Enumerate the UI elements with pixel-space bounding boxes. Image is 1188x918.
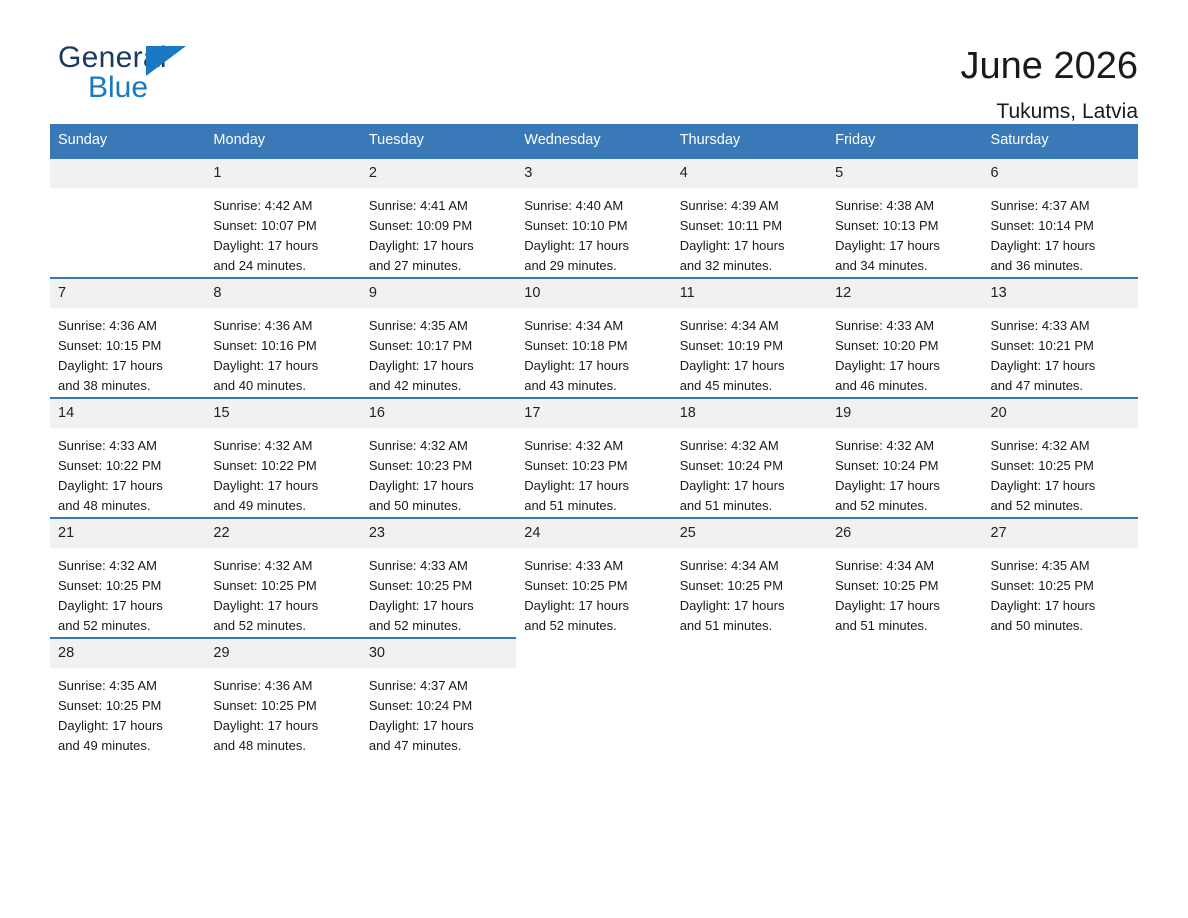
weekday-header-wednesday: Wednesday — [516, 124, 671, 158]
day-cell-content — [672, 159, 827, 277]
day-info-line: Sunset: 10:25 PM — [835, 578, 939, 593]
day-info-line: Sunset: 10:23 PM — [368, 458, 473, 473]
day-info-line: and 51 minutes. — [835, 618, 928, 633]
day-info-line: Daylight: 17 hours — [990, 478, 1096, 493]
day-number — [50, 159, 205, 188]
day-info-line: Sunrise: 4:34 AM — [524, 318, 624, 333]
day-info-line: Sunset: 10:20 PM — [835, 338, 939, 353]
day-number: 16 — [361, 399, 516, 428]
calendar-cell-day[interactable] — [516, 398, 671, 518]
location-subtitle: Tukums, Latvia — [996, 100, 1138, 123]
day-info-line: and 43 minutes. — [524, 378, 617, 393]
day-info-line: Daylight: 17 hours — [368, 358, 474, 373]
calendar-cell-day[interactable] — [50, 398, 205, 518]
sunrise-sunset-calendar — [50, 124, 1138, 757]
weekday-header-monday: Monday — [205, 124, 360, 158]
day-info-line: Sunrise: 4:33 AM — [58, 438, 157, 453]
day-number: 10 — [516, 279, 671, 308]
triangle-mark-icon — [146, 46, 186, 76]
day-cell-content — [205, 279, 360, 397]
day-cell-content — [361, 159, 516, 277]
day-info-line: Sunrise: 4:32 AM — [368, 438, 468, 453]
day-info-line: and 46 minutes. — [835, 378, 928, 393]
day-number: 27 — [983, 519, 1138, 548]
day-info-line: Daylight: 17 hours — [213, 598, 319, 613]
day-cell-content — [205, 639, 360, 757]
day-info-line: Sunrise: 4:32 AM — [213, 438, 313, 453]
calendar-cell-day[interactable] — [361, 638, 516, 757]
weekday-header-sunday: Sunday — [50, 124, 205, 158]
day-info-line: Daylight: 17 hours — [679, 238, 785, 253]
day-info — [205, 308, 360, 396]
day-info-line: Sunrise: 4:37 AM — [990, 198, 1090, 213]
page-title: June 2026 — [960, 45, 1138, 87]
calendar-cell-day[interactable] — [827, 278, 982, 398]
calendar-cell-day[interactable] — [983, 278, 1138, 398]
day-info-line: Sunrise: 4:34 AM — [835, 558, 935, 573]
day-cell-content — [516, 159, 671, 277]
day-info — [827, 308, 982, 396]
day-info-line: Sunrise: 4:33 AM — [990, 318, 1090, 333]
day-info-line: Sunset: 10:16 PM — [213, 338, 317, 353]
calendar-cell-day[interactable] — [361, 398, 516, 518]
day-number: 3 — [516, 159, 671, 188]
day-info-line: Sunrise: 4:32 AM — [679, 438, 779, 453]
day-info-line: Sunset: 10:21 PM — [990, 338, 1094, 353]
day-info-line: Sunset: 10:17 PM — [368, 338, 473, 353]
calendar-cell-empty — [983, 638, 1138, 757]
calendar-week-row — [50, 158, 1138, 278]
weekday-header-thursday: Thursday — [672, 124, 827, 158]
day-info-line: Daylight: 17 hours — [835, 598, 940, 613]
day-info — [983, 308, 1138, 396]
day-info-line: and 51 minutes. — [524, 498, 617, 513]
generalblue-logo — [50, 42, 250, 114]
calendar-cell-empty — [516, 638, 671, 757]
calendar-cell-day[interactable] — [361, 158, 516, 278]
day-number: 19 — [827, 399, 982, 428]
day-info-line: Daylight: 17 hours — [990, 358, 1096, 373]
day-info-line: Sunrise: 4:33 AM — [835, 318, 935, 333]
day-info-line: Sunset: 10:23 PM — [524, 458, 628, 473]
day-info-line: and 52 minutes. — [524, 618, 617, 633]
day-cell-content — [361, 639, 516, 757]
day-info-line: Sunrise: 4:42 AM — [213, 198, 313, 213]
calendar-cell-day[interactable] — [516, 278, 671, 398]
day-info — [361, 668, 516, 756]
day-info-line: Sunrise: 4:41 AM — [368, 198, 468, 213]
day-cell-content — [827, 159, 982, 277]
day-cell-content — [50, 639, 205, 757]
day-info — [205, 668, 360, 756]
day-cell-content — [50, 519, 205, 637]
day-info-line: and 47 minutes. — [368, 738, 462, 753]
day-cell-content — [983, 638, 1138, 757]
day-info-line: Daylight: 17 hours — [58, 718, 163, 733]
day-info — [516, 308, 671, 396]
day-info — [516, 188, 671, 276]
day-info-line: Sunrise: 4:34 AM — [679, 558, 779, 573]
day-info-line: Daylight: 17 hours — [368, 718, 474, 733]
day-info — [361, 428, 516, 516]
day-info-line: Daylight: 17 hours — [990, 238, 1096, 253]
day-info-line: and 49 minutes. — [213, 498, 306, 513]
day-info-line: and 48 minutes. — [213, 738, 306, 753]
day-info-line: Sunset: 10:09 PM — [368, 218, 473, 233]
day-info-line: Daylight: 17 hours — [58, 478, 163, 493]
day-info-line: Daylight: 17 hours — [368, 478, 474, 493]
day-info-line: Sunrise: 4:32 AM — [524, 438, 624, 453]
day-info-line: Daylight: 17 hours — [524, 238, 630, 253]
day-info-line: Sunset: 10:07 PM — [213, 218, 317, 233]
logo-text-general: General — [58, 41, 167, 74]
day-info-line: Sunset: 10:22 PM — [213, 458, 317, 473]
day-info — [205, 428, 360, 516]
calendar-cell-day[interactable] — [672, 158, 827, 278]
day-info-line: Sunset: 10:25 PM — [58, 698, 162, 713]
day-info-line: Daylight: 17 hours — [58, 598, 163, 613]
calendar-cell-day[interactable] — [205, 518, 360, 638]
day-info — [672, 308, 827, 396]
calendar-cell-day[interactable] — [827, 518, 982, 638]
day-number: 15 — [205, 399, 360, 428]
day-info — [672, 548, 827, 636]
day-info-line: Daylight: 17 hours — [213, 478, 319, 493]
day-info-line: Sunset: 10:24 PM — [368, 698, 473, 713]
day-info-line: Sunrise: 4:39 AM — [679, 198, 779, 213]
day-info-line: Daylight: 17 hours — [524, 598, 630, 613]
day-number: 18 — [672, 399, 827, 428]
day-number: 13 — [983, 279, 1138, 308]
calendar-week-row — [50, 278, 1138, 398]
day-number: 7 — [50, 279, 205, 308]
day-info-line: and 50 minutes. — [990, 618, 1084, 633]
day-cell-content — [205, 399, 360, 517]
day-info-line: Daylight: 17 hours — [990, 598, 1096, 613]
day-info-line: Sunrise: 4:32 AM — [990, 438, 1090, 453]
day-info-line: Daylight: 17 hours — [368, 238, 474, 253]
calendar-cell-day[interactable] — [361, 278, 516, 398]
day-info-line: Sunrise: 4:36 AM — [213, 678, 313, 693]
day-info — [361, 188, 516, 276]
day-info-line: Daylight: 17 hours — [835, 238, 940, 253]
day-info-line: Daylight: 17 hours — [58, 358, 163, 373]
day-info-line: and 27 minutes. — [368, 258, 462, 273]
day-info-line: Sunset: 10:10 PM — [524, 218, 628, 233]
day-number: 26 — [827, 519, 982, 548]
day-info-line: Sunset: 10:15 PM — [58, 338, 162, 353]
day-number: 2 — [361, 159, 516, 188]
day-info-line: Sunrise: 4:32 AM — [835, 438, 935, 453]
day-info — [50, 428, 205, 516]
calendar-cell-day[interactable] — [827, 398, 982, 518]
day-info-line: and 48 minutes. — [58, 498, 151, 513]
day-info-line: Sunrise: 4:36 AM — [213, 318, 313, 333]
day-info-line: and 24 minutes. — [213, 258, 306, 273]
day-info-line: Sunset: 10:25 PM — [213, 578, 317, 593]
calendar-cell-day[interactable] — [50, 278, 205, 398]
day-number — [672, 638, 827, 667]
day-info-line: and 38 minutes. — [58, 378, 151, 393]
day-info-line: and 52 minutes. — [990, 498, 1084, 513]
day-number — [827, 638, 982, 667]
day-info-line: and 32 minutes. — [679, 258, 773, 273]
calendar-week-row — [50, 518, 1138, 638]
day-number — [516, 638, 671, 667]
day-info-line: Sunset: 10:25 PM — [679, 578, 784, 593]
weekday-header-saturday: Saturday — [983, 124, 1138, 158]
day-info-line: Sunrise: 4:32 AM — [213, 558, 313, 573]
logo-text-blue: Blue — [88, 71, 149, 104]
calendar-cell-empty — [827, 638, 982, 757]
calendar-cell-day[interactable] — [672, 278, 827, 398]
day-info-line: Sunrise: 4:32 AM — [58, 558, 157, 573]
day-info-line: Sunrise: 4:35 AM — [990, 558, 1090, 573]
day-info — [50, 668, 205, 756]
day-info-line: Daylight: 17 hours — [213, 718, 319, 733]
day-number: 21 — [50, 519, 205, 548]
calendar-cell-day[interactable] — [205, 278, 360, 398]
day-info-line: and 52 minutes. — [58, 618, 151, 633]
day-info-line: and 34 minutes. — [835, 258, 928, 273]
day-info — [516, 548, 671, 636]
day-cell-content — [672, 279, 827, 397]
calendar-cell-day[interactable] — [672, 518, 827, 638]
day-info-line: Sunrise: 4:34 AM — [679, 318, 779, 333]
day-info — [672, 188, 827, 276]
day-cell-content — [827, 279, 982, 397]
day-info-line: Sunset: 10:25 PM — [990, 458, 1094, 473]
calendar-cell-empty — [50, 158, 205, 278]
page-header — [50, 0, 1138, 123]
calendar-week-row — [50, 398, 1138, 518]
day-info-line: and 51 minutes. — [679, 618, 773, 633]
day-number: 17 — [516, 399, 671, 428]
day-cell-content — [983, 279, 1138, 397]
day-info-line: Sunset: 10:18 PM — [524, 338, 628, 353]
day-info-line: and 52 minutes. — [835, 498, 928, 513]
calendar-cell-day[interactable] — [516, 158, 671, 278]
day-info-line: and 49 minutes. — [58, 738, 151, 753]
day-cell-content — [827, 638, 982, 757]
day-info-line: Sunset: 10:22 PM — [58, 458, 162, 473]
day-info-line: and 42 minutes. — [368, 378, 462, 393]
calendar-cell-day[interactable] — [50, 518, 205, 638]
day-info-line: and 50 minutes. — [368, 498, 462, 513]
calendar-cell-day[interactable] — [50, 638, 205, 757]
day-info-line: Sunrise: 4:35 AM — [368, 318, 468, 333]
day-cell-content — [672, 399, 827, 517]
day-cell-content — [50, 279, 205, 397]
day-info — [983, 428, 1138, 516]
day-info-line: Daylight: 17 hours — [368, 598, 474, 613]
calendar-cell-day[interactable] — [672, 398, 827, 518]
day-cell-content — [827, 519, 982, 638]
day-info-line: Sunset: 10:25 PM — [524, 578, 628, 593]
day-number: 11 — [672, 279, 827, 308]
day-number: 14 — [50, 399, 205, 428]
day-info-line: and 51 minutes. — [679, 498, 773, 513]
day-info-line: Sunset: 10:25 PM — [990, 578, 1094, 593]
day-cell-content — [361, 279, 516, 397]
day-info-line: and 52 minutes. — [368, 618, 462, 633]
day-info — [827, 188, 982, 276]
day-info-line: and 40 minutes. — [213, 378, 306, 393]
day-info-line: Sunset: 10:25 PM — [58, 578, 162, 593]
day-info-line: Daylight: 17 hours — [213, 358, 319, 373]
title-block — [961, 42, 1139, 124]
calendar-cell-day[interactable] — [361, 518, 516, 638]
day-info-line: and 36 minutes. — [990, 258, 1084, 273]
calendar-body — [50, 158, 1138, 757]
day-number: 1 — [205, 159, 360, 188]
day-cell-content — [983, 519, 1138, 638]
day-cell-content — [50, 399, 205, 517]
day-cell-content — [672, 519, 827, 638]
calendar-cell-day[interactable] — [983, 518, 1138, 638]
day-number — [983, 638, 1138, 667]
day-info-line: Daylight: 17 hours — [524, 358, 630, 373]
day-info-line: Sunset: 10:25 PM — [213, 698, 317, 713]
day-info-line: Daylight: 17 hours — [835, 358, 940, 373]
day-number: 4 — [672, 159, 827, 188]
day-info-line: Daylight: 17 hours — [835, 478, 940, 493]
day-info — [205, 548, 360, 636]
day-info — [827, 548, 982, 636]
day-cell-content — [516, 638, 671, 757]
calendar-cell-day[interactable] — [205, 638, 360, 757]
day-info — [361, 308, 516, 396]
day-info-line: and 45 minutes. — [679, 378, 773, 393]
day-info-line: Sunset: 10:11 PM — [679, 218, 783, 233]
day-info-line: Sunset: 10:19 PM — [679, 338, 784, 353]
calendar-week-row — [50, 638, 1138, 757]
day-cell-content — [205, 159, 360, 277]
day-info-line: Sunrise: 4:36 AM — [58, 318, 157, 333]
day-info-line: Daylight: 17 hours — [679, 598, 785, 613]
calendar-cell-day[interactable] — [516, 518, 671, 638]
day-info-line: and 52 minutes. — [213, 618, 306, 633]
day-cell-content — [672, 638, 827, 757]
day-info-line: and 47 minutes. — [990, 378, 1084, 393]
day-info — [983, 188, 1138, 276]
calendar-cell-empty — [672, 638, 827, 757]
calendar-cell-day[interactable] — [205, 398, 360, 518]
day-cell-content — [516, 279, 671, 397]
day-info — [516, 428, 671, 516]
day-cell-content — [50, 159, 205, 277]
day-info-line: Sunset: 10:13 PM — [835, 218, 939, 233]
day-number: 30 — [361, 639, 516, 668]
calendar-cell-day[interactable] — [983, 398, 1138, 518]
day-number: 6 — [983, 159, 1138, 188]
day-info — [827, 428, 982, 516]
day-cell-content — [516, 399, 671, 517]
day-number: 20 — [983, 399, 1138, 428]
day-info — [983, 548, 1138, 636]
day-number: 24 — [516, 519, 671, 548]
day-cell-content — [361, 399, 516, 517]
day-info-line: Sunset: 10:14 PM — [990, 218, 1094, 233]
calendar-cell-day[interactable] — [205, 158, 360, 278]
day-number: 8 — [205, 279, 360, 308]
calendar-cell-day[interactable] — [983, 158, 1138, 278]
weekday-header-row — [50, 124, 1138, 158]
day-info-line: Sunrise: 4:35 AM — [58, 678, 157, 693]
day-number: 28 — [50, 639, 205, 668]
day-cell-content — [983, 159, 1138, 277]
day-number: 5 — [827, 159, 982, 188]
day-info-line: and 29 minutes. — [524, 258, 617, 273]
day-info-line: Sunset: 10:24 PM — [835, 458, 939, 473]
day-cell-content — [827, 399, 982, 517]
day-info-line: Sunrise: 4:40 AM — [524, 198, 624, 213]
day-number: 25 — [672, 519, 827, 548]
day-info — [361, 548, 516, 636]
day-info — [50, 308, 205, 396]
day-number: 9 — [361, 279, 516, 308]
day-number: 23 — [361, 519, 516, 548]
day-info — [205, 188, 360, 276]
calendar-cell-day[interactable] — [827, 158, 982, 278]
day-info-line: Sunset: 10:25 PM — [368, 578, 473, 593]
day-number: 29 — [205, 639, 360, 668]
day-info-line: Sunrise: 4:33 AM — [524, 558, 624, 573]
weekday-header-friday: Friday — [827, 124, 982, 158]
day-info-line: Daylight: 17 hours — [213, 238, 319, 253]
day-info-line: Sunrise: 4:38 AM — [835, 198, 935, 213]
day-info-line: Sunrise: 4:37 AM — [368, 678, 468, 693]
day-number: 22 — [205, 519, 360, 548]
day-info-line: Sunset: 10:24 PM — [679, 458, 784, 473]
day-cell-content — [516, 519, 671, 638]
day-info — [672, 428, 827, 516]
day-info — [50, 548, 205, 636]
day-info-line: Daylight: 17 hours — [679, 478, 785, 493]
weekday-header-tuesday: Tuesday — [361, 124, 516, 158]
day-cell-content — [983, 399, 1138, 517]
day-info-line: Sunrise: 4:33 AM — [368, 558, 468, 573]
day-info-line: Daylight: 17 hours — [524, 478, 630, 493]
day-cell-content — [205, 519, 360, 637]
day-number: 12 — [827, 279, 982, 308]
day-cell-content — [361, 519, 516, 637]
day-info-line: Daylight: 17 hours — [679, 358, 785, 373]
